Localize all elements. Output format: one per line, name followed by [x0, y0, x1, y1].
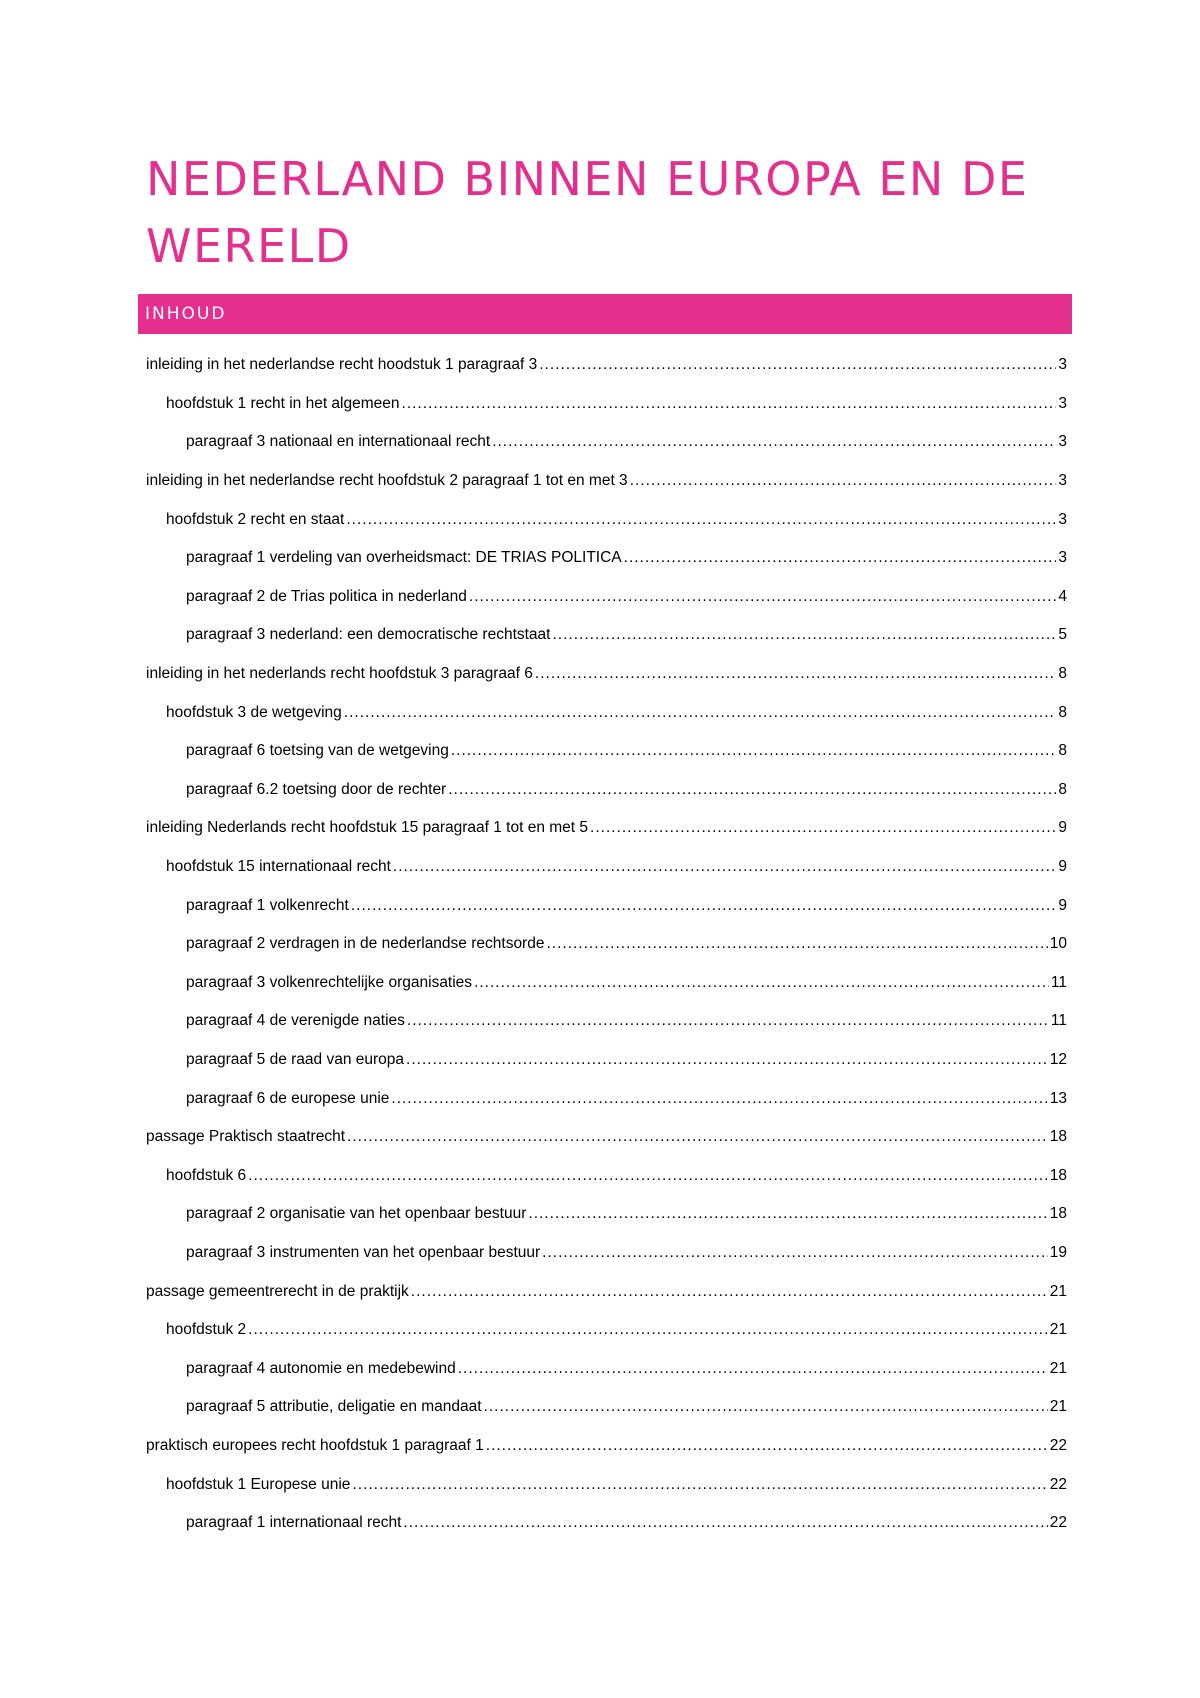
toc-page-number[interactable]: 21	[1049, 1359, 1067, 1377]
toc-page-number[interactable]: 4	[1058, 587, 1067, 605]
toc-entry-title[interactable]: hoofdstuk 6	[166, 1166, 247, 1184]
toc-dot-leader	[469, 588, 1056, 606]
toc-dot-leader	[539, 356, 1056, 374]
toc-page-number[interactable]: 21	[1049, 1282, 1067, 1300]
toc-dot-leader	[590, 819, 1056, 837]
toc-page-number[interactable]: 8	[1058, 780, 1067, 798]
toc-page-number[interactable]: 9	[1058, 819, 1067, 837]
toc-entry-title[interactable]: hoofdstuk 1 recht in het algemeen	[166, 394, 400, 412]
toc-entry[interactable]	[0, 1465, 1200, 1504]
toc-dot-leader	[484, 1398, 1048, 1416]
toc-entry[interactable]	[0, 1079, 1200, 1118]
toc-entry[interactable]	[0, 693, 1200, 732]
toc-dot-leader	[542, 1244, 1048, 1262]
toc-entry-title[interactable]: hoofdstuk 15 internationaal recht	[166, 858, 391, 876]
toc-entry[interactable]	[0, 578, 1200, 617]
toc-entry-title[interactable]: paragraaf 6 toetsing van de wetgeving	[186, 742, 449, 760]
toc-dot-leader	[391, 1090, 1047, 1108]
toc-entry-title[interactable]: paragraaf 3 volkenrechtelijke organisaties	[186, 973, 473, 991]
toc-dot-leader	[407, 1012, 1049, 1030]
toc-page-number[interactable]: 3	[1058, 510, 1067, 528]
toc-dot-leader	[535, 665, 1056, 683]
toc-page-number[interactable]: 18	[1049, 1128, 1067, 1146]
toc-dot-leader	[448, 781, 1056, 799]
toc-entry[interactable]	[0, 1234, 1200, 1273]
toc-dot-leader	[403, 1514, 1047, 1532]
toc-page-number[interactable]: 3	[1058, 356, 1067, 374]
toc-page-number[interactable]: 9	[1058, 858, 1067, 876]
toc-entry[interactable]	[0, 732, 1200, 771]
toc-entry-title[interactable]: inleiding Nederlands recht hoofdstuk 15 paragraaf 1 tot en met 5	[146, 819, 589, 837]
toc-entry[interactable]	[0, 1195, 1200, 1234]
toc-page-number[interactable]: 19	[1049, 1243, 1067, 1261]
document-title: NEDERLAND BINNEN EUROPA EN DE WERELD	[146, 152, 1029, 273]
toc-entry-title[interactable]: hoofdstuk 1 Europese unie	[166, 1475, 351, 1493]
toc-dot-leader	[492, 433, 1056, 451]
toc-page-number[interactable]: 8	[1058, 703, 1067, 721]
toc-entry[interactable]	[0, 462, 1200, 501]
toc-entry-title[interactable]: paragraaf 6 de europese unie	[186, 1089, 390, 1107]
toc-entry[interactable]	[0, 423, 1200, 462]
toc-entry-title[interactable]: hoofdstuk 2 recht en staat	[166, 510, 345, 528]
toc-page-number[interactable]: 18	[1049, 1166, 1067, 1184]
toc-entry[interactable]	[0, 655, 1200, 694]
table-of-contents	[0, 346, 1200, 1542]
toc-page-number[interactable]: 21	[1049, 1398, 1067, 1416]
toc-entry-title[interactable]: inleiding in het nederlandse recht hoofdstuk 2 paragraaf 1 tot en met 3	[146, 472, 628, 490]
toc-dot-leader	[486, 1437, 1048, 1455]
toc-entry-title[interactable]: paragraaf 1 internationaal recht	[186, 1514, 402, 1532]
toc-page-number[interactable]: 13	[1049, 1089, 1067, 1107]
toc-dot-leader	[528, 1205, 1047, 1223]
toc-entry[interactable]	[0, 616, 1200, 655]
toc-entry[interactable]	[0, 848, 1200, 887]
toc-entry-title[interactable]: paragraaf 5 de raad van europa	[186, 1050, 405, 1068]
toc-dot-leader	[393, 858, 1056, 876]
toc-entry-title[interactable]: praktisch europees recht hoofdstuk 1 paragraaf 1	[146, 1436, 484, 1454]
toc-entry-title[interactable]: paragraaf 4 de verenigde naties	[186, 1012, 405, 1030]
toc-page-number[interactable]: 3	[1058, 394, 1067, 412]
toc-entry[interactable]	[0, 771, 1200, 810]
toc-page-number[interactable]: 22	[1049, 1475, 1067, 1493]
toc-entry-title[interactable]: paragraaf 1 verdeling van overheidsmact: DE TRIAS POLITICA	[186, 549, 622, 567]
toc-dot-leader	[474, 974, 1049, 992]
toc-page-number[interactable]: 3	[1058, 472, 1067, 490]
toc-entry-title[interactable]: paragraaf 1 volkenrecht	[186, 896, 349, 914]
toc-page-number[interactable]: 3	[1058, 433, 1067, 451]
toc-entry[interactable]	[0, 539, 1200, 578]
toc-entry-title[interactable]: passage gemeentrerecht in de praktijk	[146, 1282, 409, 1300]
toc-entry-title[interactable]: inleiding in het nederlandse recht hoodstuk 1 paragraaf 3	[146, 356, 538, 374]
toc-entry[interactable]	[0, 1002, 1200, 1041]
toc-entry[interactable]	[0, 1311, 1200, 1350]
toc-entry-title[interactable]: paragraaf 3 nationaal en internationaal recht	[186, 433, 491, 451]
toc-entry[interactable]	[0, 1388, 1200, 1427]
toc-entry[interactable]	[0, 346, 1200, 385]
toc-entry[interactable]	[0, 1156, 1200, 1195]
toc-dot-leader	[411, 1283, 1048, 1301]
toc-entry[interactable]	[0, 1427, 1200, 1466]
toc-dot-leader	[352, 1476, 1047, 1494]
toc-heading: INHOUD	[145, 304, 227, 324]
toc-page-number[interactable]: 9	[1058, 896, 1067, 914]
toc-page-number[interactable]: 5	[1058, 626, 1067, 644]
toc-entry[interactable]	[0, 385, 1200, 424]
toc-dot-leader	[402, 395, 1057, 413]
toc-entry[interactable]	[0, 1118, 1200, 1157]
toc-dot-leader	[552, 626, 1056, 644]
toc-entry[interactable]	[0, 809, 1200, 848]
toc-dot-leader	[630, 472, 1057, 490]
toc-dot-leader	[406, 1051, 1048, 1069]
toc-heading-bar	[138, 294, 1072, 334]
toc-dot-leader	[458, 1360, 1048, 1378]
toc-entry[interactable]	[0, 1272, 1200, 1311]
toc-entry-title[interactable]: paragraaf 2 organisatie van het openbaar bestuur	[186, 1205, 527, 1223]
toc-page-number[interactable]: 11	[1050, 1012, 1067, 1030]
toc-page-number[interactable]: 12	[1049, 1050, 1067, 1068]
toc-entry[interactable]	[0, 964, 1200, 1003]
toc-page-number[interactable]: 21	[1049, 1321, 1067, 1339]
toc-entry-title[interactable]: paragraaf 2 de Trias politica in nederland	[186, 587, 467, 605]
toc-page-number[interactable]: 22	[1049, 1436, 1067, 1454]
toc-entry[interactable]	[0, 886, 1200, 925]
toc-entry-title[interactable]: paragraaf 6.2 toetsing door de rechter	[186, 780, 447, 798]
toc-dot-leader	[344, 704, 1057, 722]
toc-entry-title[interactable]: paragraaf 5 attributie, deligatie en mandaat	[186, 1398, 482, 1416]
toc-entry-title[interactable]: hoofdstuk 2	[166, 1321, 247, 1339]
toc-dot-leader	[248, 1167, 1048, 1185]
toc-entry-title[interactable]: paragraaf 3 instrumenten van het openbaar bestuur	[186, 1243, 541, 1261]
toc-dot-leader	[624, 549, 1057, 567]
toc-entry-title[interactable]: paragraaf 2 verdragen in de nederlandse rechtsorde	[186, 935, 545, 953]
toc-entry[interactable]	[0, 500, 1200, 539]
toc-entry[interactable]	[0, 1349, 1200, 1388]
toc-dot-leader	[346, 511, 1056, 529]
toc-dot-leader	[546, 935, 1047, 953]
toc-dot-leader	[248, 1321, 1048, 1339]
toc-page-number[interactable]: 18	[1049, 1205, 1067, 1223]
toc-page-number[interactable]: 10	[1049, 935, 1067, 953]
toc-entry[interactable]	[0, 1041, 1200, 1080]
toc-entry[interactable]	[0, 1504, 1200, 1543]
toc-entry-title[interactable]: passage Praktisch staatrecht	[146, 1128, 346, 1146]
toc-entry-title[interactable]: paragraaf 4 autonomie en medebewind	[186, 1359, 456, 1377]
toc-page-number[interactable]: 22	[1049, 1514, 1067, 1532]
toc-dot-leader	[351, 897, 1057, 915]
toc-dot-leader	[451, 742, 1057, 760]
toc-entry-title[interactable]: inleiding in het nederlands recht hoofdstuk 3 paragraaf 6	[146, 665, 533, 683]
toc-page-number[interactable]: 8	[1058, 665, 1067, 683]
toc-entry[interactable]	[0, 925, 1200, 964]
toc-page-number[interactable]: 3	[1058, 549, 1067, 567]
toc-dot-leader	[347, 1128, 1048, 1146]
toc-entry-title[interactable]: paragraaf 3 nederland: een democratische rechtstaat	[186, 626, 551, 644]
toc-page-number[interactable]: 8	[1058, 742, 1067, 760]
toc-entry-title[interactable]: hoofdstuk 3 de wetgeving	[166, 703, 342, 721]
toc-page-number[interactable]: 11	[1050, 973, 1067, 991]
